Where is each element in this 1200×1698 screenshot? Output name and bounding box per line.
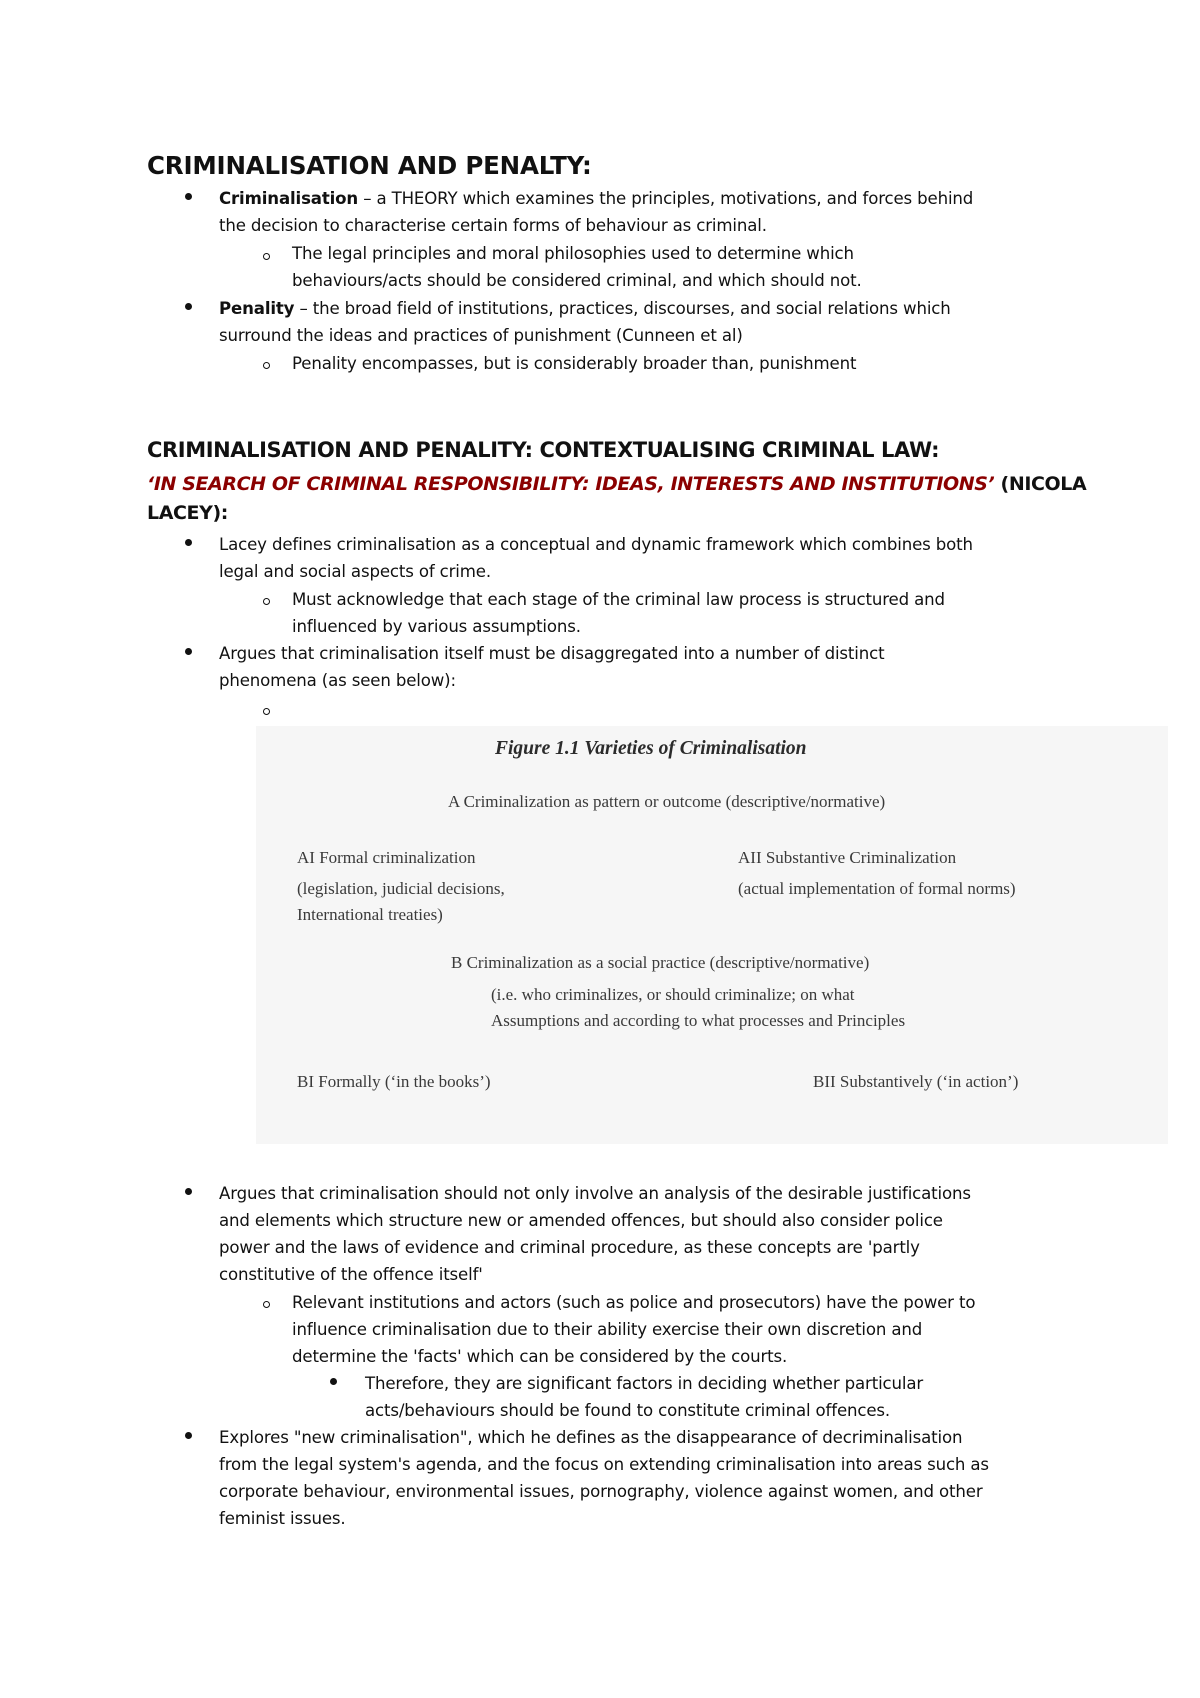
- bullet-disaggregated-line1: Argues that criminalisation itself must be disaggregated into a number of distinct: [219, 644, 885, 663]
- figure-item-a: A Criminalization as pattern or outcome (descriptive/normative): [448, 792, 886, 811]
- bullet-icon: [185, 648, 192, 655]
- bullet-new-criminalisation-line3: corporate behaviour, environmental issues, pornography, violence against women, and other: [219, 1482, 983, 1501]
- bullet-argues-line1: Argues that criminalisation should not only involve an analysis of the desirable justifications: [219, 1184, 971, 1203]
- sub-bullet-icon: [263, 598, 270, 605]
- sub-sub-bullet-therefore-line2: acts/behaviours should be found to constitute criminal offences.: [365, 1401, 891, 1420]
- bullet-icon: [185, 303, 192, 310]
- heading-book-title: [147, 473, 1086, 495]
- bullet-icon: [185, 1188, 192, 1195]
- bullet-argues-line4: constitutive of the offence itself': [219, 1265, 483, 1284]
- figure-item-a1: AI Formal criminalization: [297, 848, 476, 867]
- author-name: (NICOLA: [994, 473, 1087, 495]
- sub-bullet-institutions-line3: determine the 'facts' which can be considered by the courts.: [292, 1347, 788, 1366]
- figure-title: Figure 1.1 Varieties of Criminalisation: [495, 738, 807, 759]
- sub-sub-bullet-therefore-line1: Therefore, they are significant factors in deciding whether particular: [365, 1374, 924, 1393]
- bullet-icon: [185, 193, 192, 200]
- bullet-new-criminalisation-line4: feminist issues.: [219, 1509, 346, 1528]
- sub-bullet-icon: [263, 1301, 270, 1308]
- bullet-criminalisation-line2: the decision to characterise certain forms of behaviour as criminal.: [219, 216, 767, 235]
- figure-item-b2: BII Substantively (‘in action’): [813, 1072, 1019, 1091]
- figure-item-a2-sub: (actual implementation of formal norms): [738, 879, 1016, 898]
- sub-bullet-icon: [263, 253, 270, 260]
- bullet-criminalisation-line1: [219, 189, 973, 208]
- figure-item-b1: BI Formally (‘in the books’): [297, 1072, 491, 1091]
- bullet-penality-line2: surround the ideas and practices of punishment (Cunneen et al): [219, 326, 743, 345]
- bullet-new-criminalisation-line1: Explores "new criminalisation", which he defines as the disappearance of decriminalisation: [219, 1428, 963, 1447]
- bullet-lacey-defines-line2: legal and social aspects of crime.: [219, 562, 491, 581]
- bullet-text: – a THEORY which examines the principles, motivations, and forces behind: [358, 189, 974, 208]
- sub-bullet-must-acknowledge-line1: Must acknowledge that each stage of the criminal law process is structured and: [292, 590, 945, 609]
- sub-bullet-institutions-line2: influence criminalisation due to their ability exercise their own discretion and: [292, 1320, 923, 1339]
- term-penality: Penality: [219, 299, 295, 318]
- bullet-icon: [185, 539, 192, 546]
- figure-item-a1-sub2: International treaties): [297, 905, 443, 924]
- sub-bullet-icon: [263, 708, 270, 715]
- bullet-penality-line1: [219, 299, 951, 318]
- figure-varieties-of-criminalisation: [256, 726, 1168, 1144]
- bullet-argues-line2: and elements which structure new or amended offences, but should also consider police: [219, 1211, 943, 1230]
- heading-contextualising-criminal-law: CRIMINALISATION AND PENALITY: CONTEXTUALISING CRIMINAL LAW:: [147, 438, 940, 462]
- sub-bullet-legal-principles-line2: behaviours/acts should be considered criminal, and which should not.: [292, 271, 862, 290]
- sub-bullet-must-acknowledge-line2: influenced by various assumptions.: [292, 617, 581, 636]
- bullet-lacey-defines-line1: Lacey defines criminalisation as a conceptual and dynamic framework which combines both: [219, 535, 973, 554]
- bullet-new-criminalisation-line2: from the legal system's agenda, and the focus on extending criminalisation into areas such as: [219, 1455, 989, 1474]
- heading-criminalisation-and-penalty: CRIMINALISATION AND PENALTY:: [147, 151, 592, 180]
- book-title: ‘IN SEARCH OF CRIMINAL RESPONSIBILITY: IDEAS, INTERESTS AND INSTITUTIONS’: [147, 473, 995, 495]
- figure-item-b-sub2: Assumptions and according to what processes and Principles: [491, 1011, 906, 1030]
- sub-bullet-penality-encompasses: Penality encompasses, but is considerably broader than, punishment: [292, 354, 857, 373]
- bullet-icon: [330, 1378, 337, 1385]
- heading-author-tail: LACEY):: [147, 502, 228, 524]
- sub-bullet-institutions-line1: Relevant institutions and actors (such as police and prosecutors) have the power to: [292, 1293, 976, 1312]
- figure-item-b-sub1: (i.e. who criminalizes, or should criminalize; on what: [491, 985, 855, 1004]
- sub-bullet-icon: [263, 362, 270, 369]
- bullet-argues-line3: power and the laws of evidence and criminal procedure, as these concepts are 'partly: [219, 1238, 920, 1257]
- sub-bullet-legal-principles-line1: The legal principles and moral philosophies used to determine which: [292, 244, 854, 263]
- term-criminalisation: Criminalisation: [219, 189, 359, 208]
- bullet-disaggregated-line2: phenomena (as seen below):: [219, 671, 456, 690]
- bullet-text: – the broad field of institutions, practices, discourses, and social relations which: [294, 299, 951, 318]
- figure-item-a2: AII Substantive Criminalization: [738, 848, 957, 867]
- figure-item-a1-sub1: (legislation, judicial decisions,: [297, 879, 505, 898]
- figure-item-b: B Criminalization as a social practice (descriptive/normative): [451, 953, 870, 972]
- bullet-icon: [185, 1432, 192, 1439]
